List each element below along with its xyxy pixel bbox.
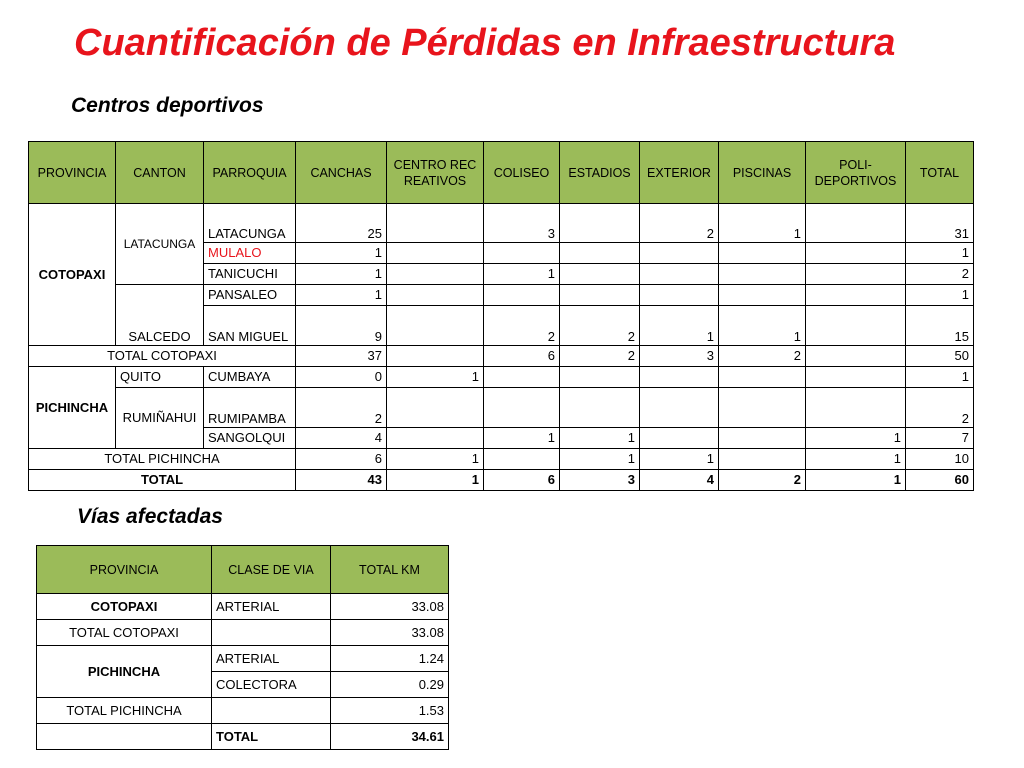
subtotal-row: [37, 698, 449, 724]
centro-cell: 1: [387, 449, 484, 470]
coliseo-cell: 2: [484, 306, 560, 346]
page-title: Cuantificación de Pérdidas en Infraestructura: [74, 22, 896, 64]
total-cell: 60: [906, 470, 974, 491]
centro-cell: [387, 264, 484, 285]
centro-cell: [387, 243, 484, 264]
header-provincia: PROVINCIA: [37, 546, 212, 594]
clase-cell: ARTERIAL: [212, 594, 331, 620]
provincia-cell: [37, 724, 212, 750]
exterior-cell: 4: [640, 470, 719, 491]
estadios-cell: 1: [560, 449, 640, 470]
header-centro-recreativos: CENTRO RECREATIVOS: [387, 142, 484, 204]
piscinas-cell: 1: [719, 306, 806, 346]
estadios-cell: [560, 388, 640, 428]
provincia-cell: PICHINCHA: [29, 367, 116, 449]
grand-total-label: TOTAL: [29, 470, 296, 491]
poli-cell: 1: [806, 470, 906, 491]
centros-deportivos-table: [28, 141, 974, 491]
km-cell: 1.53: [331, 698, 449, 724]
total-cell: 15: [906, 306, 974, 346]
header-clase-de-via: CLASE DE VIA: [212, 546, 331, 594]
total-cell: 31: [906, 204, 974, 243]
coliseo-cell: 6: [484, 470, 560, 491]
piscinas-cell: [719, 264, 806, 285]
total-cell: 1: [906, 367, 974, 388]
parroquia-cell: PANSALEO: [204, 285, 296, 306]
canchas-cell: 0: [296, 367, 387, 388]
total-cell: 1: [906, 285, 974, 306]
total-cell: 10: [906, 449, 974, 470]
poli-cell: [806, 388, 906, 428]
header-poli-deportivos: POLI-DEPORTIVOS: [806, 142, 906, 204]
section-title-centros-deportivos: Centros deportivos: [71, 94, 264, 117]
subtotal-label: TOTAL COTOPAXI: [37, 620, 212, 646]
centro-cell: [387, 428, 484, 449]
centro-cell: [387, 346, 484, 367]
section-title-vias-afectadas: Vías afectadas: [77, 505, 223, 528]
piscinas-cell: [719, 285, 806, 306]
canton-cell: SALCEDO: [116, 285, 204, 346]
exterior-cell: 3: [640, 346, 719, 367]
centro-cell: [387, 204, 484, 243]
header-total: TOTAL: [906, 142, 974, 204]
estadios-cell: 2: [560, 346, 640, 367]
coliseo-cell: [484, 243, 560, 264]
canchas-cell: 1: [296, 264, 387, 285]
vias-afectadas-table: [36, 545, 449, 750]
clase-cell: ARTERIAL: [212, 646, 331, 672]
exterior-cell: [640, 264, 719, 285]
canchas-cell: 2: [296, 388, 387, 428]
km-cell: 1.24: [331, 646, 449, 672]
coliseo-cell: 3: [484, 204, 560, 243]
estadios-cell: 2: [560, 306, 640, 346]
canchas-cell: 37: [296, 346, 387, 367]
exterior-cell: [640, 367, 719, 388]
piscinas-cell: [719, 243, 806, 264]
table-header-row: [29, 142, 974, 204]
provincia-cell: PICHINCHA: [37, 646, 212, 698]
centro-cell: [387, 285, 484, 306]
header-total-km: TOTAL KM: [331, 546, 449, 594]
grand-total-label: TOTAL: [212, 724, 331, 750]
exterior-cell: [640, 285, 719, 306]
grand-total-row: [29, 470, 974, 491]
estadios-cell: [560, 204, 640, 243]
km-cell: 0.29: [331, 672, 449, 698]
poli-cell: [806, 243, 906, 264]
centro-cell: 1: [387, 367, 484, 388]
centro-cell: [387, 388, 484, 428]
coliseo-cell: [484, 285, 560, 306]
canton-cell: QUITO: [116, 367, 204, 388]
parroquia-cell: LATACUNGA: [204, 204, 296, 243]
header-coliseo: COLISEO: [484, 142, 560, 204]
parroquia-cell: SAN MIGUEL: [204, 306, 296, 346]
total-cell: 2: [906, 264, 974, 285]
estadios-cell: [560, 264, 640, 285]
canchas-cell: 25: [296, 204, 387, 243]
centro-cell: 1: [387, 470, 484, 491]
estadios-cell: [560, 367, 640, 388]
piscinas-cell: 2: [719, 346, 806, 367]
canchas-cell: 1: [296, 285, 387, 306]
piscinas-cell: [719, 388, 806, 428]
poli-cell: 1: [806, 428, 906, 449]
grand-total-row: [37, 724, 449, 750]
piscinas-cell: 1: [719, 204, 806, 243]
header-estadios: ESTADIOS: [560, 142, 640, 204]
piscinas-cell: 2: [719, 470, 806, 491]
subtotal-label: TOTAL COTOPAXI: [29, 346, 296, 367]
parroquia-cell: TANICUCHI: [204, 264, 296, 285]
canchas-cell: 1: [296, 243, 387, 264]
coliseo-cell: 1: [484, 264, 560, 285]
km-cell: 33.08: [331, 594, 449, 620]
poli-cell: [806, 204, 906, 243]
total-cell: 2: [906, 388, 974, 428]
exterior-cell: 1: [640, 306, 719, 346]
piscinas-cell: [719, 367, 806, 388]
estadios-cell: 3: [560, 470, 640, 491]
table-row: [29, 204, 974, 243]
poli-cell: [806, 346, 906, 367]
exterior-cell: [640, 388, 719, 428]
subtotal-label: TOTAL PICHINCHA: [37, 698, 212, 724]
clase-cell: [212, 698, 331, 724]
canton-cell: LATACUNGA: [116, 204, 204, 285]
canchas-cell: 9: [296, 306, 387, 346]
parroquia-cell: CUMBAYA: [204, 367, 296, 388]
poli-cell: [806, 367, 906, 388]
table-header-row: [37, 546, 449, 594]
canchas-cell: 43: [296, 470, 387, 491]
coliseo-cell: [484, 388, 560, 428]
header-exterior: EXTERIOR: [640, 142, 719, 204]
header-parroquia: PARROQUIA: [204, 142, 296, 204]
header-canchas: CANCHAS: [296, 142, 387, 204]
header-provincia: PROVINCIA: [29, 142, 116, 204]
exterior-cell: [640, 428, 719, 449]
estadios-cell: [560, 285, 640, 306]
canchas-cell: 6: [296, 449, 387, 470]
coliseo-cell: 1: [484, 428, 560, 449]
coliseo-cell: [484, 449, 560, 470]
table-row: [37, 594, 449, 620]
piscinas-cell: [719, 428, 806, 449]
total-cell: 7: [906, 428, 974, 449]
subtotal-label: TOTAL PICHINCHA: [29, 449, 296, 470]
coliseo-cell: [484, 367, 560, 388]
centro-cell: [387, 306, 484, 346]
subtotal-row: [29, 449, 974, 470]
exterior-cell: 1: [640, 449, 719, 470]
header-canton: CANTON: [116, 142, 204, 204]
total-cell: 50: [906, 346, 974, 367]
table-row: [29, 285, 974, 306]
table-row: [29, 367, 974, 388]
header-piscinas: PISCINAS: [719, 142, 806, 204]
provincia-cell: COTOPAXI: [37, 594, 212, 620]
exterior-cell: [640, 243, 719, 264]
estadios-cell: [560, 243, 640, 264]
poli-cell: [806, 264, 906, 285]
canchas-cell: 4: [296, 428, 387, 449]
km-cell: 34.61: [331, 724, 449, 750]
provincia-cell: COTOPAXI: [29, 204, 116, 346]
table-row: [29, 388, 974, 428]
parroquia-cell: SANGOLQUI: [204, 428, 296, 449]
estadios-cell: 1: [560, 428, 640, 449]
clase-cell: [212, 620, 331, 646]
subtotal-row: [29, 346, 974, 367]
exterior-cell: 2: [640, 204, 719, 243]
parroquia-cell: RUMIPAMBA: [204, 388, 296, 428]
km-cell: 33.08: [331, 620, 449, 646]
clase-cell: COLECTORA: [212, 672, 331, 698]
parroquia-cell: MULALO: [204, 243, 296, 264]
piscinas-cell: [719, 449, 806, 470]
poli-cell: 1: [806, 449, 906, 470]
canton-cell: RUMIÑAHUI: [116, 388, 204, 449]
poli-cell: [806, 306, 906, 346]
coliseo-cell: 6: [484, 346, 560, 367]
subtotal-row: [37, 620, 449, 646]
total-cell: 1: [906, 243, 974, 264]
poli-cell: [806, 285, 906, 306]
table-row: [37, 646, 449, 672]
